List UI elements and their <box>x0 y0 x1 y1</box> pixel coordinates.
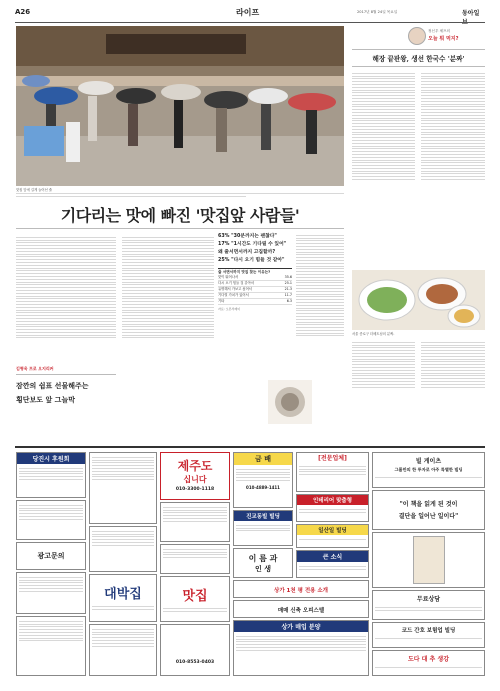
ad-advertising-inquiry[interactable]: 광고문의 <box>16 542 86 570</box>
ad-building[interactable]: 진교동빌 빌딩 <box>233 510 293 546</box>
survey-row-value: 6.3 <box>286 299 292 303</box>
ad-5[interactable] <box>89 452 157 524</box>
ad-3[interactable] <box>16 572 86 614</box>
survey-table <box>218 275 292 305</box>
sub-article-byline: 김형욱 프로 오지리커 <box>16 366 54 371</box>
ad-store-1000[interactable]: 상가 1천 평 전용 소개 <box>233 580 369 598</box>
food-photo-caption: 서울 종로구 더베트남의 분짜. <box>352 332 395 336</box>
ad-insurance[interactable]: 코드 간호 보험업 빌딩 <box>372 622 485 648</box>
ad-expert[interactable]: [전문업체] <box>296 452 369 492</box>
ad-9[interactable] <box>160 544 230 574</box>
survey-row-label: 기타 <box>218 299 225 303</box>
survey-q1: 63% "30분까지는 괜찮다" <box>218 234 277 239</box>
survey-table-title: 줄 서면서까지 맛집 찾는 이유는? <box>218 270 271 274</box>
ad-6[interactable] <box>89 526 157 572</box>
survey-box <box>218 233 292 333</box>
ad-store-sale[interactable]: 상가 매입 분양 <box>233 620 369 676</box>
book-cover <box>413 536 445 584</box>
ad-book-quote[interactable]: "이 책을 읽게 된 것이 결단을 일어난 일이다" <box>372 490 485 530</box>
survey-row-value: 11.7 <box>284 293 292 297</box>
article-thumbnail <box>268 380 312 424</box>
ad-jujube[interactable]: 도다 대 추 생강 <box>372 650 485 676</box>
side-rule-2 <box>352 66 485 67</box>
ad-gold[interactable]: 금 배 010-4889-1411 <box>233 452 293 508</box>
food-photo <box>352 270 485 330</box>
main-headline: 기다리는 맛에 빠진 '맛집앞 사람들' <box>60 206 300 225</box>
ad-interior[interactable]: 인테리어 맞춤형 <box>296 494 369 522</box>
survey-q4: 25% "다시 오기 힘들 것 같아" <box>218 258 285 263</box>
side-body-col-3 <box>352 340 415 389</box>
side-body-col-2 <box>421 71 485 182</box>
ad-news[interactable]: 큰 소식 <box>296 550 369 578</box>
survey-row-value: 21.3 <box>284 287 292 291</box>
ad-jeju[interactable]: 제주도 십니다 010-3300-1118 <box>160 452 230 500</box>
side-article-title: 해장 끝판왕, 생선 한국수 '분짜' <box>372 55 465 63</box>
ad-officetel[interactable]: 매매 신축 오피스텔 <box>233 600 369 618</box>
survey-q2: 17% "1시간도 기다릴 수 있어" <box>218 242 287 247</box>
ad-7[interactable] <box>89 624 157 676</box>
photo-caption: 맛집 앞에 길게 늘어선 줄 <box>16 188 344 199</box>
columnist-avatar <box>408 27 426 45</box>
ad-ilsan[interactable]: 일산일 빌딩 <box>296 524 369 548</box>
section-title: 라이프 <box>236 8 260 17</box>
ad-4[interactable] <box>16 616 86 676</box>
survey-q3: 왜 줄서면서까지 고집할까? <box>218 250 276 255</box>
ad-book[interactable] <box>372 532 485 588</box>
survey-source: 자료: 오픈서베이 <box>218 307 241 311</box>
ad-10[interactable]: 010-8553-0403 <box>160 624 230 676</box>
ad-8[interactable] <box>160 502 230 542</box>
survey-row-value: 25.1 <box>284 281 292 285</box>
ad-1[interactable]: 당진시 후원회 <box>16 452 86 498</box>
side-body-col-1 <box>352 71 415 182</box>
survey-row <box>218 299 292 305</box>
survey-row-label: 유명해서 가보고 싶어서 <box>218 287 252 291</box>
ad-big-success[interactable]: 대박집 <box>89 574 157 622</box>
ad-name-life[interactable]: 이 름 과 인 생 <box>233 548 293 578</box>
ad-bill-gates[interactable]: 빌 게이츠 그룹만의 한 투자로 아주 특별한 빌딩 <box>372 452 485 488</box>
main-body-col-2 <box>122 235 214 435</box>
column-title: 오늘 뭐 먹지? <box>428 36 459 42</box>
sub-article-title-1: 잠깐의 쉼표 선물해주는 <box>16 381 89 391</box>
side-body-col-4 <box>421 340 485 389</box>
header-rule <box>15 22 485 23</box>
sub-article-title-2: 횡단보도 앞 그늘막 <box>16 395 75 405</box>
page-header <box>15 7 485 21</box>
ad-section-rule <box>15 446 485 448</box>
survey-row-label: 맛이 뛰어나서 <box>218 275 239 279</box>
page-number: A26 <box>15 8 31 16</box>
side-rule-top <box>352 49 485 50</box>
sub-article <box>16 366 116 405</box>
headline-rule <box>16 228 344 229</box>
columnist-name: 정신우 셰프의 <box>428 29 450 33</box>
main-photo <box>16 26 344 186</box>
ad-2[interactable] <box>16 500 86 540</box>
survey-row-label: 기다릴 가치가 있어서 <box>218 293 249 297</box>
survey-row-value: 35.6 <box>284 275 292 279</box>
newspaper-name: 동아일 <box>462 10 480 17</box>
survey-row-label: 다시 오기 힘들 것 같아서 <box>218 281 255 285</box>
ad-free-consult[interactable]: 무료상담 <box>372 590 485 620</box>
main-body-col-1 <box>16 235 116 365</box>
issue-date: 2017년 8월 24일 목요일 <box>357 10 398 14</box>
ad-restaurant[interactable]: 맛집 <box>160 576 230 622</box>
